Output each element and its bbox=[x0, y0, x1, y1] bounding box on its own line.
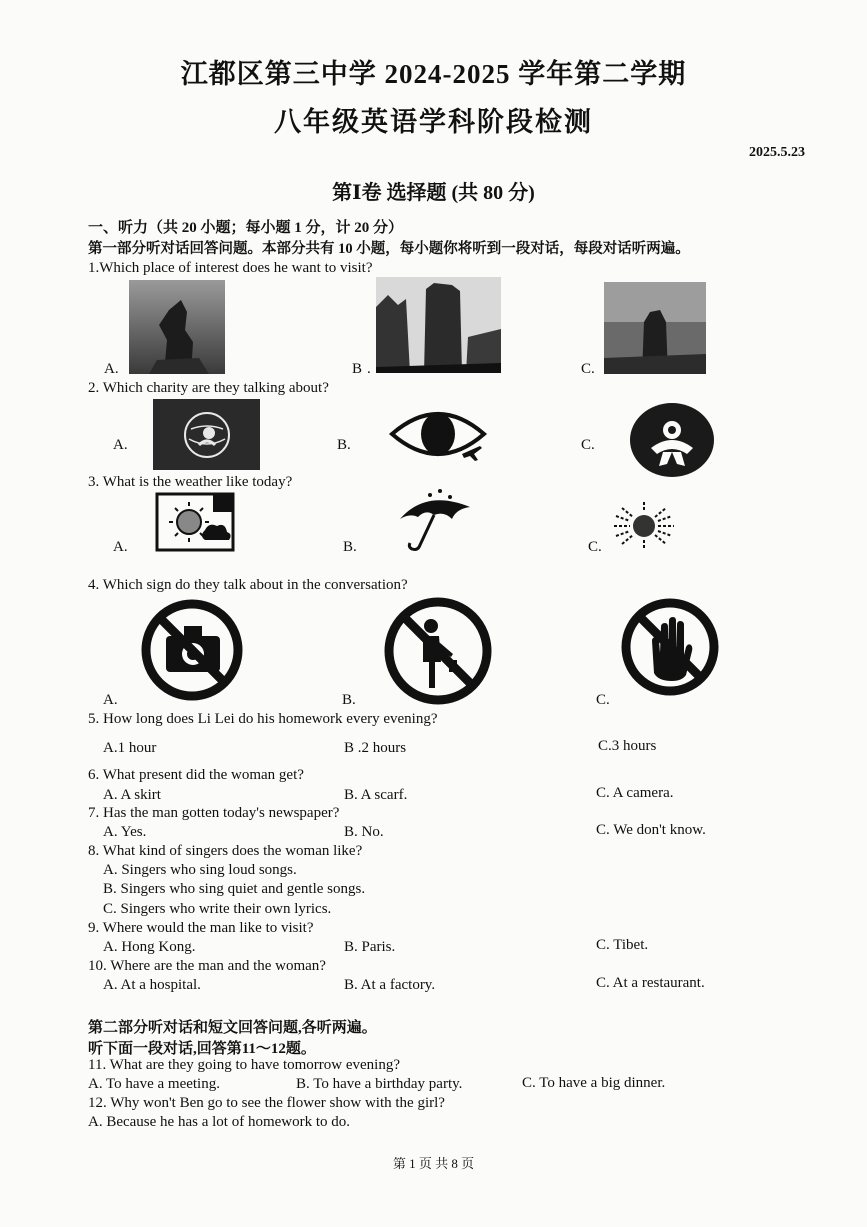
q3-option-a: A. bbox=[113, 539, 128, 555]
charity-figure-logo-icon bbox=[629, 402, 715, 478]
paper-title: 第Ⅰ卷 选择题 (共 80 分) bbox=[332, 182, 535, 204]
q2-option-c: C. bbox=[581, 437, 595, 453]
q1-option-b: B bbox=[352, 361, 363, 377]
q9-option-a: A. Hong Kong. bbox=[103, 939, 196, 955]
umbrella-rain-icon bbox=[396, 489, 474, 554]
q11-option-c: C. To have a big dinner. bbox=[522, 1075, 666, 1091]
q1-option-b-dot: . bbox=[367, 361, 371, 377]
q1-stem: 1.Which place of interest does he want to visit? bbox=[88, 260, 373, 276]
q4-option-b: B. bbox=[342, 692, 356, 708]
q11-option-b: B. To have a birthday party. bbox=[296, 1076, 463, 1092]
part1-intro: 第一部分听对话回答问题。本部分共有 10 小题，每小题你将听到一段对话，每段对话听两遍。 bbox=[88, 241, 690, 257]
partly-sunny-icon bbox=[155, 492, 235, 552]
q10-option-a: A. At a hospital. bbox=[103, 977, 201, 993]
exam-date: 2025.5.23 bbox=[749, 145, 805, 160]
q10-stem: 10. Where are the man and the woman? bbox=[88, 958, 326, 974]
q9-option-c: C. Tibet. bbox=[596, 937, 649, 953]
monument-photo-icon bbox=[604, 282, 706, 374]
q11-option-a: A. To have a meeting. bbox=[88, 1076, 220, 1092]
q11-stem: 11. What are they going to have tomorrow evening? bbox=[88, 1057, 400, 1073]
q7-stem: 7. Has the man gotten today's newspaper? bbox=[88, 805, 340, 821]
q1-option-c: C. bbox=[581, 361, 595, 377]
exam-subtitle: 八年级英语学科阶段检测 bbox=[274, 107, 593, 137]
q12-option-a: A. Because he has a lot of homework to do. bbox=[88, 1114, 351, 1130]
part2-sub-intro: 听下面一段对话,回答第11～12题。 bbox=[88, 1041, 316, 1057]
q10-option-b: B. At a factory. bbox=[344, 977, 436, 993]
q6-option-c: C. A camera. bbox=[596, 785, 674, 801]
q4-stem: 4. Which sign do they talk about in the conversation? bbox=[88, 577, 408, 593]
q5-option-b: B .2 hours bbox=[344, 740, 407, 756]
q9-stem: 9. Where would the man like to visit? bbox=[88, 920, 314, 936]
section-heading: 一、听力（共 20 小题；每小题 1 分，计 20 分） bbox=[88, 220, 404, 236]
q1-option-a: A. bbox=[104, 361, 119, 377]
q3-option-c: C. bbox=[588, 539, 602, 555]
q4-option-c: C. bbox=[596, 692, 610, 708]
q8-option-a: A. Singers who sing loud songs. bbox=[103, 862, 297, 878]
q10-option-c: C. At a restaurant. bbox=[596, 975, 705, 991]
q5-option-c: C.3 hours bbox=[598, 738, 657, 754]
statue-photo-icon bbox=[129, 280, 225, 374]
q6-option-b: B. A scarf. bbox=[344, 787, 408, 803]
no-littering-sign-icon bbox=[383, 596, 493, 706]
sun-icon bbox=[608, 500, 680, 552]
no-photography-sign-icon bbox=[140, 598, 244, 702]
q8-option-c: C. Singers who write their own lyrics. bbox=[103, 901, 332, 917]
q6-option-a: A. A skirt bbox=[103, 787, 161, 803]
q8-stem: 8. What kind of singers does the woman like? bbox=[88, 843, 363, 859]
orbis-eye-logo-icon bbox=[388, 400, 488, 468]
q4-option-a: A. bbox=[103, 692, 118, 708]
q5-option-a: A.1 hour bbox=[103, 740, 157, 756]
q6-stem: 6. What present did the woman get? bbox=[88, 767, 304, 783]
q3-option-b: B. bbox=[343, 539, 357, 555]
q9-option-b: B. Paris. bbox=[344, 939, 396, 955]
page-number: 第 1 页 共 8 页 bbox=[392, 1156, 475, 1171]
no-touching-sign-icon bbox=[620, 597, 720, 697]
q2-stem: 2. Which charity are they talking about? bbox=[88, 380, 329, 396]
q5-stem: 5. How long does Li Lei do his homework every evening? bbox=[88, 711, 438, 727]
q3-stem: 3. What is the weather like today? bbox=[88, 474, 293, 490]
q7-option-b: B. No. bbox=[344, 824, 384, 840]
exam-title: 江都区第三中学 2024-2025 学年第二学期 bbox=[180, 59, 687, 89]
unicef-logo-icon bbox=[153, 399, 260, 470]
q2-option-b: B. bbox=[337, 437, 351, 453]
q2-option-a: A. bbox=[113, 437, 128, 453]
q8-option-b: B. Singers who sing quiet and gentle songs. bbox=[103, 881, 366, 897]
q12-stem: 12. Why won't Ben go to see the flower show with the girl? bbox=[88, 1095, 445, 1111]
part2-intro: 第二部分听对话和短文回答问题,各听两遍。 bbox=[88, 1020, 377, 1036]
q7-option-a: A. Yes. bbox=[103, 824, 147, 840]
tower-photo-icon bbox=[376, 277, 501, 373]
q7-option-c: C. We don't know. bbox=[596, 822, 706, 838]
